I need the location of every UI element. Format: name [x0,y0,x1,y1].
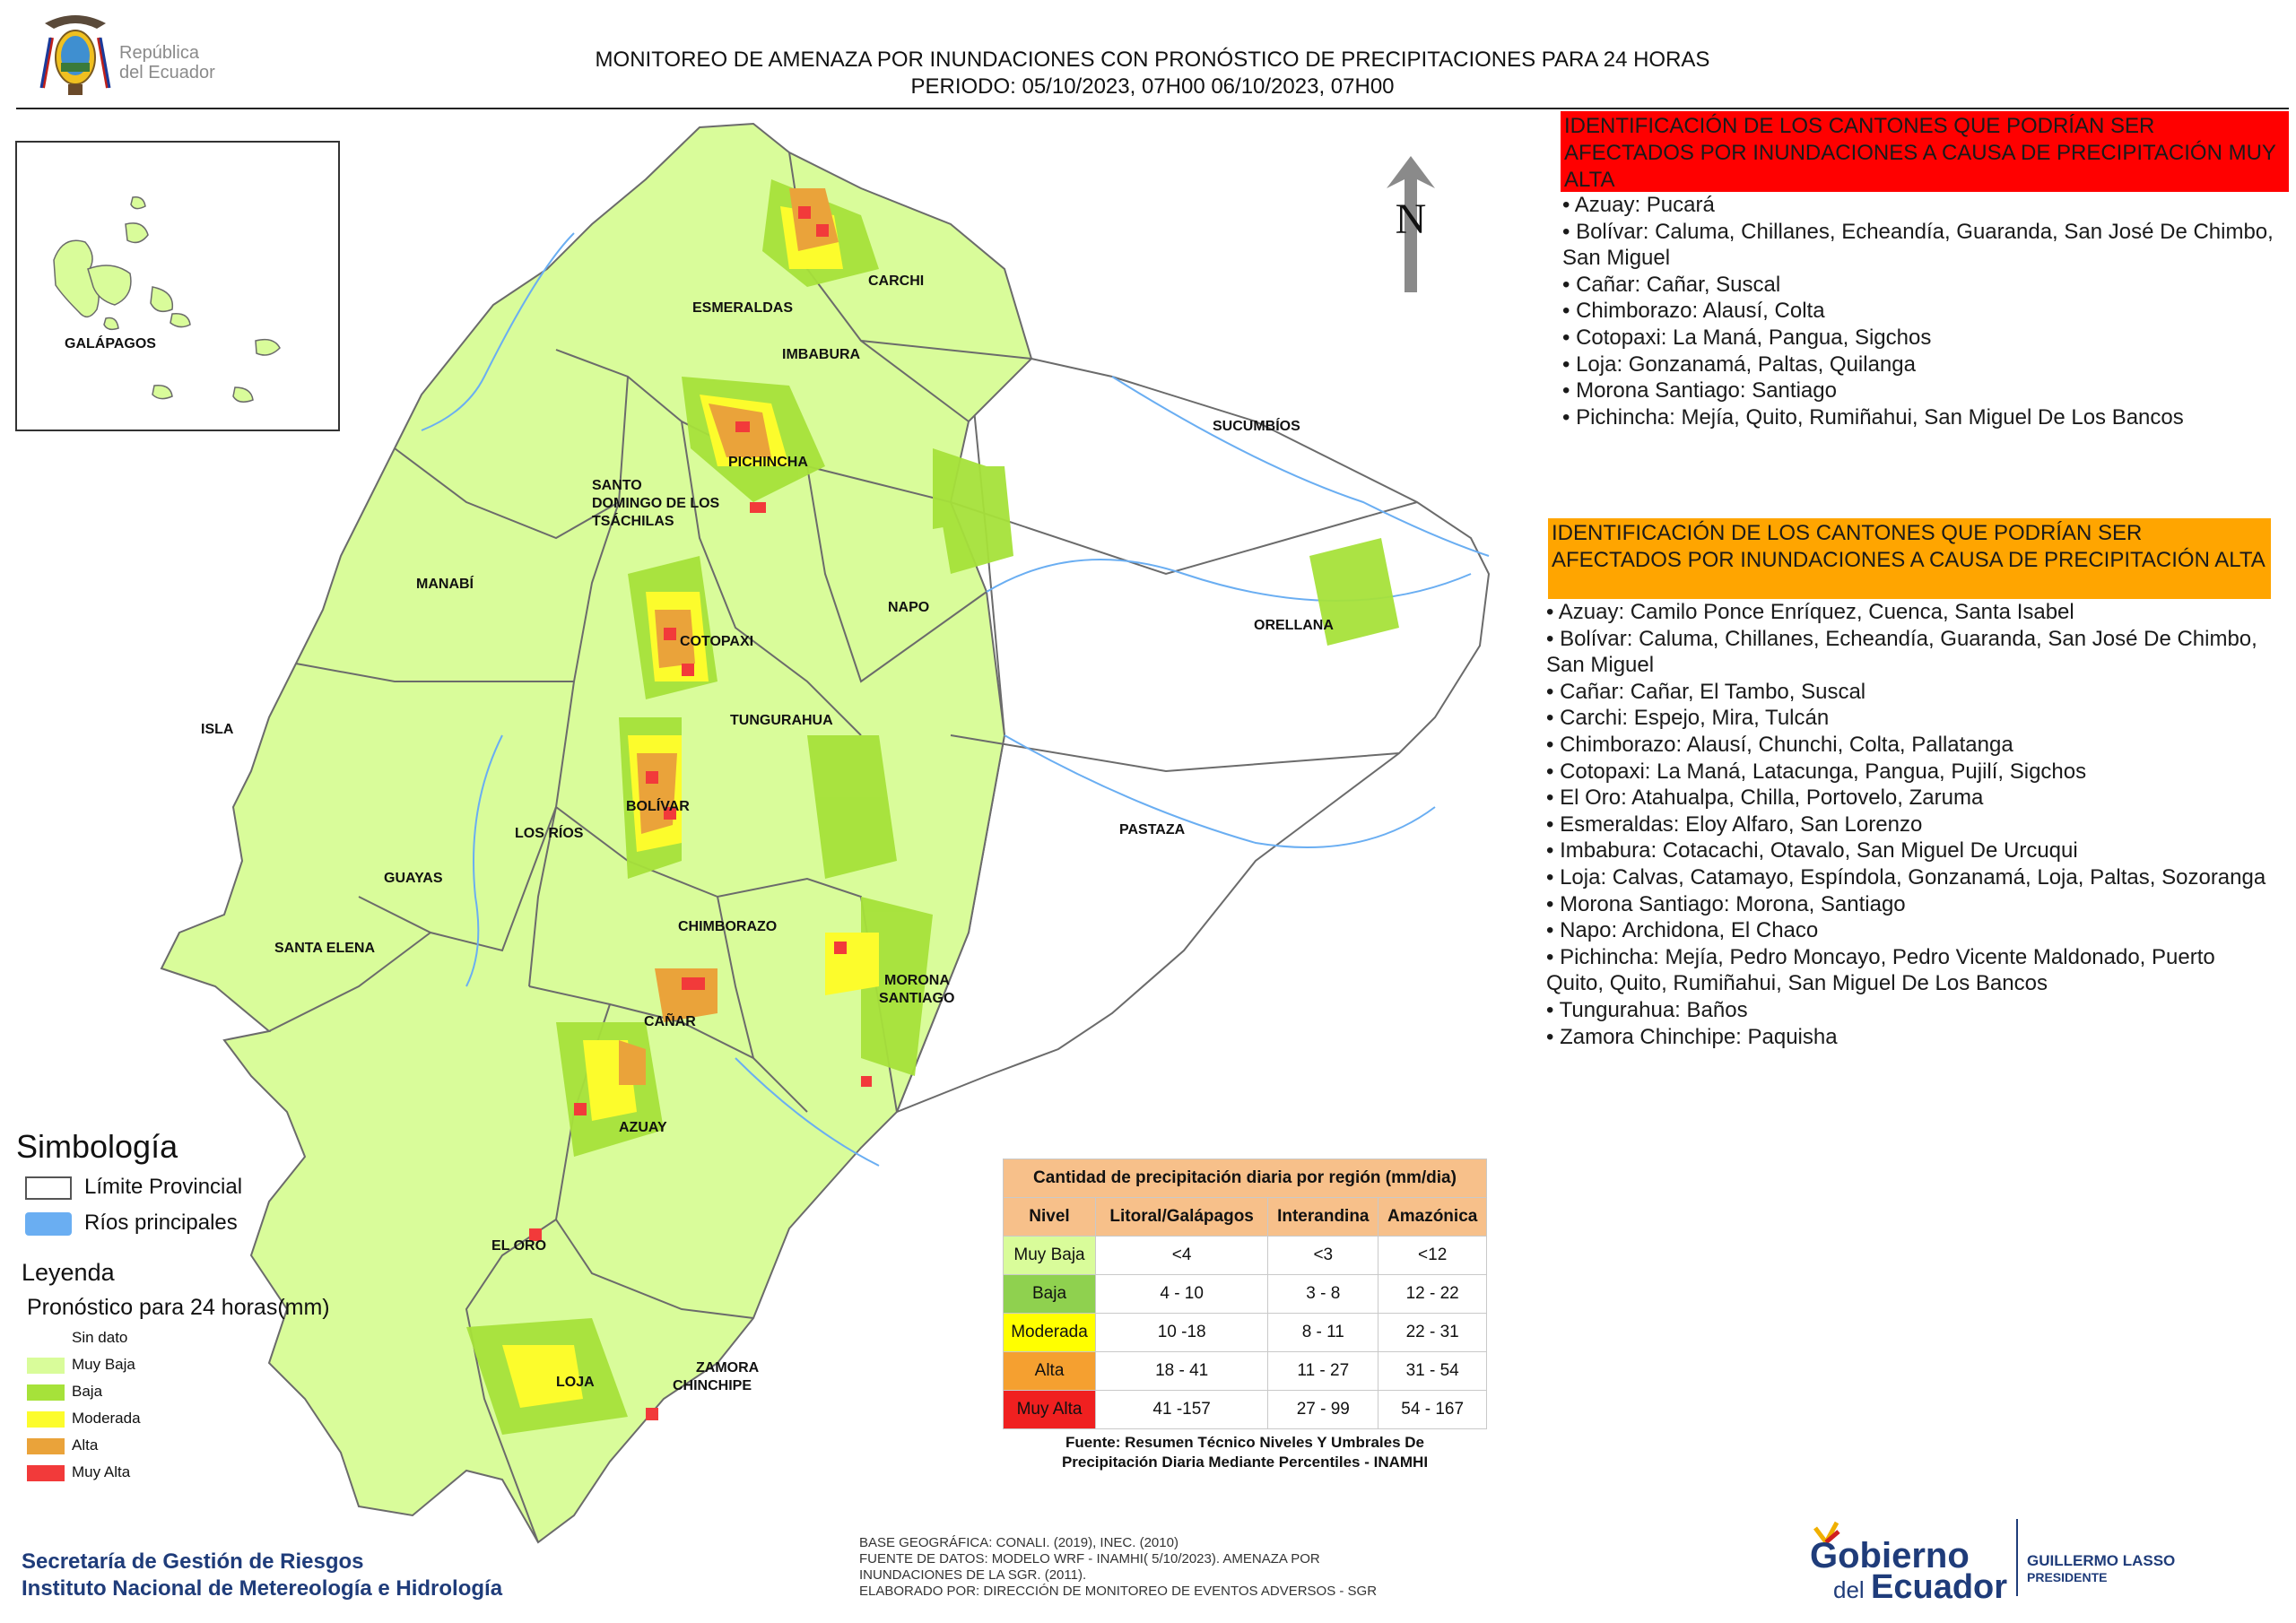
precipitation-thresholds-table [1003,1159,1487,1429]
label-cotopaxi: COTOPAXI [680,634,754,649]
gob-word-3: Ecuador [1871,1568,2008,1601]
list-item: • Loja: Gonzanamá, Paltas, Quilanga [1562,352,1916,377]
inamhi-name: Instituto Nacional de Metereología e Hidrología [22,1576,503,1601]
table-cell: 8 - 11 [1268,1314,1378,1352]
footer-note: BASE GEOGRÁFICA: CONALI. (2019), INEC. (2010) [859,1535,1178,1550]
table-header: Litoral/Galápagos [1096,1198,1268,1237]
footer-note: ELABORADO POR: DIRECCIÓN DE MONITOREO DE EVENTOS ADVERSOS - SGR [859,1584,1378,1599]
alta-label: Alta [72,1436,99,1454]
baja-label: Baja [72,1383,103,1400]
gobierno-del-ecuador-logo [1803,1512,2179,1601]
label-santo-domingo-1: SANTO [592,478,642,493]
label-carchi: CARCHI [868,273,925,289]
list-item: • Imbabura: Cotacachi, Otavalo, San Miguel De Urcuqui [1546,838,2078,864]
table-row [1004,1237,1487,1275]
list-item: • Pichincha: Mejía, Quito, Rumiñahui, San Miguel De Los Bancos [1562,404,2184,430]
list-item: • Cotopaxi: La Maná, Pangua, Sigchos [1562,325,1932,350]
label-bolivar: BOLÍVAR [626,799,690,814]
label-orellana: ORELLANA [1254,618,1334,633]
table-header: Interandina [1268,1198,1378,1237]
label-azuay: AZUAY [619,1120,667,1135]
rivers-label: Ríos principales [84,1211,238,1235]
table-cell: 11 - 27 [1268,1352,1378,1391]
rivers-swatch [25,1212,72,1236]
table-title: Cantidad de precipitación diaria por región (mm/dia) [1004,1159,1487,1198]
label-chimborazo: CHIMBORAZO [678,919,778,934]
muy-alta-swatch [27,1465,65,1481]
president-title: PRESIDENTE [2027,1570,2108,1584]
high-list [1546,599,2278,1050]
list-item: • Chimborazo: Alausí, Chunchi, Colta, Pallatanga [1546,732,2013,757]
level-cell: Moderada [1004,1314,1096,1352]
label-santa-elena: SANTA ELENA [274,941,375,956]
president-name: GUILLERMO LASSO [2027,1552,2176,1569]
label-los-rios: LOS RÍOS [515,826,584,841]
high-heading: IDENTIFICACIÓN DE LOS CANTONES QUE PODRÍAN SER AFECTADOS POR INUNDACIONES A CAUSA DE PRECIPITACIÓN ALTA [1548,518,2271,599]
label-imbabura: IMBABURA [782,347,861,362]
table-row [1004,1275,1487,1314]
label-zamora-2: CHINCHIPE [673,1378,752,1393]
label-el-oro: EL ORO [491,1238,547,1254]
symbology-title: Simbología [16,1128,178,1165]
table-cell: <12 [1378,1237,1487,1275]
legend-row-alta [27,1436,98,1454]
label-zamora-1: ZAMORA [696,1360,760,1376]
label-tungurahua: TUNGURAHUA [730,713,833,728]
table-source-line-2: Precipitación Diaria Mediante Percentiles - INAMHI [1061,1454,1429,1471]
legend-subtitle: Pronóstico para 24 horas(mm) [27,1295,330,1320]
table-cell: 31 - 54 [1378,1352,1487,1391]
footer-note: INUNDACIONES DE LA SGR. (2011). [859,1567,1087,1583]
level-cell: Muy Alta [1004,1391,1096,1429]
list-item: • Azuay: Camilo Ponce Enríquez, Cuenca, Santa Isabel [1546,600,2074,624]
muy-baja-swatch [27,1358,65,1374]
legend-row-sin-dato [27,1329,127,1347]
label-guayas: GUAYAS [384,871,443,886]
list-item: • El Oro: Atahualpa, Chilla, Portovelo, Zaruma [1546,785,1984,811]
table-cell: 3 - 8 [1268,1275,1378,1314]
list-item: • Pichincha: Mejía, Pedro Moncayo, Pedro Vicente Maldonado, Puerto Quito, Quito, Rumiñahui, San Miguel De Los Bancos [1546,944,2215,996]
table-header: Nivel [1004,1198,1096,1237]
list-item: • Esmeraldas: Eloy Alfaro, San Lorenzo [1546,812,1923,837]
baja-swatch [27,1384,65,1401]
legend-row-muy-baja [27,1356,135,1374]
table-source-line-1: Fuente: Resumen Técnico Niveles Y Umbrales De [1065,1434,1424,1451]
list-item: • Azuay: Pucará [1562,193,1715,217]
label-morona-2: SANTIAGO [879,991,955,1006]
legend-title: Leyenda [22,1259,115,1286]
label-pastaza: PASTAZA [1119,822,1186,838]
sin-dato-swatch [27,1331,65,1347]
list-item: • Cañar: Cañar, Suscal [1562,272,1781,297]
list-item: • Chimborazo: Alausí, Colta [1562,299,1825,324]
label-napo: NAPO [888,600,930,615]
level-cell: Alta [1004,1352,1096,1391]
table-cell: 10 -18 [1096,1314,1268,1352]
gob-word-1: Gobierno [1810,1536,1970,1575]
label-loja: LOJA [556,1375,595,1390]
list-item: • Cotopaxi: La Maná, Latacunga, Pangua, Pujilí, Sigchos [1546,759,2087,784]
gob-word-2: del [1833,1576,1865,1601]
label-isla: ISLA [201,722,234,737]
label-pichincha: PICHINCHA [728,455,808,470]
list-item: • Tungurahua: Baños [1546,997,1748,1022]
list-item: • Napo: Archidona, El Chaco [1546,918,1819,943]
table-cell: 4 - 10 [1096,1275,1268,1314]
footer-notes [859,1535,1433,1600]
table-header: Amazónica [1378,1198,1487,1237]
north-label: N [1395,195,1427,243]
table-cell: 41 -157 [1096,1391,1268,1429]
table-row [1004,1314,1487,1352]
label-morona-1: MORONA [884,973,950,988]
list-item: • Bolívar: Caluma, Chillanes, Echeandía, Guaranda, San José De Chimbo, San Miguel [1546,626,2257,678]
list-item: • Cañar: Cañar, El Tambo, Suscal [1546,679,1866,704]
table-row [1004,1352,1487,1391]
muy-alta-label: Muy Alta [72,1463,131,1480]
label-canar: CAÑAR [644,1014,696,1029]
list-item: • Loja: Calvas, Catamayo, Espíndola, Gonzanamá, Loja, Paltas, Sozoranga [1546,864,2266,890]
level-cell: Muy Baja [1004,1237,1096,1275]
republic-line-1: República [119,43,199,63]
very-high-heading: IDENTIFICACIÓN DE LOS CANTONES QUE PODRÍAN SER AFECTADOS POR INUNDACIONES A CAUSA DE PRECIPITACIÓN MUY ALTA [1561,111,2289,192]
title-line-1: MONITOREO DE AMENAZA POR INUNDACIONES CON PRONÓSTICO DE PRECIPITACIONES PARA 24 HORAS [595,48,1710,72]
sin-dato-label: Sin dato [72,1329,128,1346]
list-item: • Bolívar: Caluma, Chillanes, Echeandía, Guaranda, San José De Chimbo, San Miguel [1562,219,2274,271]
label-esmeraldas: ESMERALDAS [692,300,794,316]
list-item: • Morona Santiago: Santiago [1562,378,1837,404]
legend-row-moderada [27,1410,141,1428]
table-cell: 12 - 22 [1378,1275,1487,1314]
table-cell: 27 - 99 [1268,1391,1378,1429]
very-high-list [1562,192,2280,430]
limit-swatch [25,1176,72,1200]
sgr-name: Secretaría de Gestión de Riesgos [22,1549,364,1574]
table-source-note [1003,1433,1487,1472]
legend-row-muy-alta [27,1463,130,1481]
table-row [1004,1391,1487,1429]
label-galapagos: GALÁPAGOS [65,336,156,352]
moderada-swatch [27,1411,65,1428]
moderada-label: Moderada [72,1410,141,1427]
table-cell: 18 - 41 [1096,1352,1268,1391]
table-cell: <3 [1268,1237,1378,1275]
symbology-limit-row [25,1175,242,1200]
label-santo-domingo-3: TSÁCHILAS [592,514,674,529]
table-cell: 22 - 31 [1378,1314,1487,1352]
alta-swatch [27,1438,65,1454]
table-cell: 54 - 167 [1378,1391,1487,1429]
muy-baja-label: Muy Baja [72,1356,135,1373]
north-arrow-icon [1379,152,1442,296]
label-sucumbios: SUCUMBÍOS [1213,419,1300,434]
label-manabi: MANABÍ [416,577,474,592]
list-item: • Carchi: Espejo, Mira, Tulcán [1546,706,1830,731]
level-cell: Baja [1004,1275,1096,1314]
legend-row-baja [27,1383,102,1401]
limit-label: Límite Provincial [84,1175,243,1199]
list-item: • Morona Santiago: Morona, Santiago [1546,891,1906,916]
symbology-rivers-row [25,1211,238,1236]
list-item: • Zamora Chinchipe: Paquisha [1546,1024,1838,1049]
label-santo-domingo-2: DOMINGO DE LOS [592,496,720,511]
republic-line-2: del Ecuador [119,63,215,82]
table-cell: <4 [1096,1237,1268,1275]
footer-note: FUENTE DE DATOS: MODELO WRF - INAMHI( 5/10/2023). AMENAZA POR [859,1551,1320,1567]
title-line-2: PERIODO: 05/10/2023, 07H00 06/10/2023, 07H00 [910,74,1395,99]
